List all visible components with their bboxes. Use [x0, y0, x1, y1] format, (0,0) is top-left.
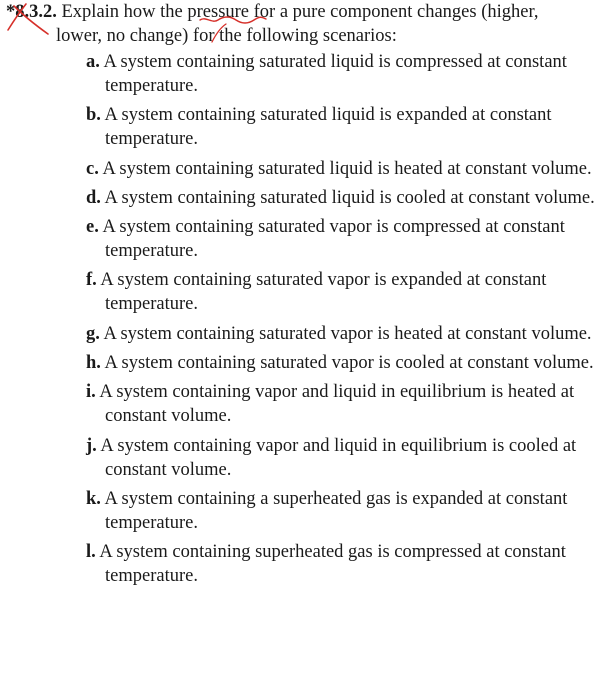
scenario-item-k: [86, 487, 606, 535]
scenario-item-a: [86, 50, 606, 98]
scenario-item-l: [86, 540, 606, 588]
scenario-letter: d.: [86, 187, 101, 208]
scenario-letter: g.: [86, 323, 100, 344]
scenario-text: A system containing saturated vapor is cooled at constant volume.: [104, 353, 594, 374]
scenario-item-c: [86, 157, 606, 181]
scenario-letter: b.: [86, 105, 101, 126]
scenario-text: A system containing a superheated gas is expanded at constant temperature.: [104, 488, 568, 533]
problem-prompt-line-1: Explain how the pressure for a pure component changes (higher,: [61, 2, 539, 22]
scenario-item-j: [86, 434, 606, 482]
scenario-text: A system containing superheated gas is compressed at constant temperature.: [99, 542, 566, 587]
scenario-text: A system containing saturated liquid is expanded at constant temperature.: [104, 105, 552, 150]
scenario-letter: h.: [86, 353, 101, 374]
scenario-letter: j.: [86, 435, 97, 456]
scenario-text: A system containing saturated vapor is heated at constant volume.: [103, 323, 592, 344]
scenario-item-g: [86, 322, 606, 346]
scenario-letter: a.: [86, 52, 100, 72]
scenario-letter: i.: [86, 382, 96, 403]
scenario-item-f: [86, 268, 606, 316]
scenario-letter: f.: [86, 270, 97, 291]
scenario-letter: k.: [86, 488, 101, 509]
scenario-text: A system containing saturated liquid is cooled at constant volume.: [104, 187, 595, 208]
problem-statement: [6, 0, 606, 48]
scenario-text: A system containing vapor and liquid in equilibrium is heated at constant volume.: [99, 382, 575, 427]
problem-number: *8.3.2.: [6, 2, 57, 22]
scenario-letter: e.: [86, 217, 99, 238]
scenario-letter: c.: [86, 158, 99, 179]
scenario-text: A system containing saturated liquid is compressed at constant temperature.: [103, 52, 567, 96]
scenario-list: [86, 50, 606, 594]
scenario-item-d: [86, 186, 606, 210]
scenario-item-i: [86, 380, 606, 428]
problem-prompt-line-2: lower, no change) for the following scenarios:: [56, 26, 397, 46]
scenario-item-e: [86, 215, 606, 263]
scenario-item-h: [86, 351, 606, 375]
scenario-item-b: [86, 103, 606, 151]
scenario-letter: l.: [86, 542, 96, 563]
scenario-text: A system containing saturated vapor is expanded at constant temperature.: [100, 270, 547, 315]
scenario-text: A system containing saturated vapor is compressed at constant temperature.: [102, 217, 565, 262]
scenario-text: A system containing vapor and liquid in equilibrium is cooled at constant volume.: [100, 435, 577, 480]
scenario-text: A system containing saturated liquid is heated at constant volume.: [102, 158, 592, 179]
